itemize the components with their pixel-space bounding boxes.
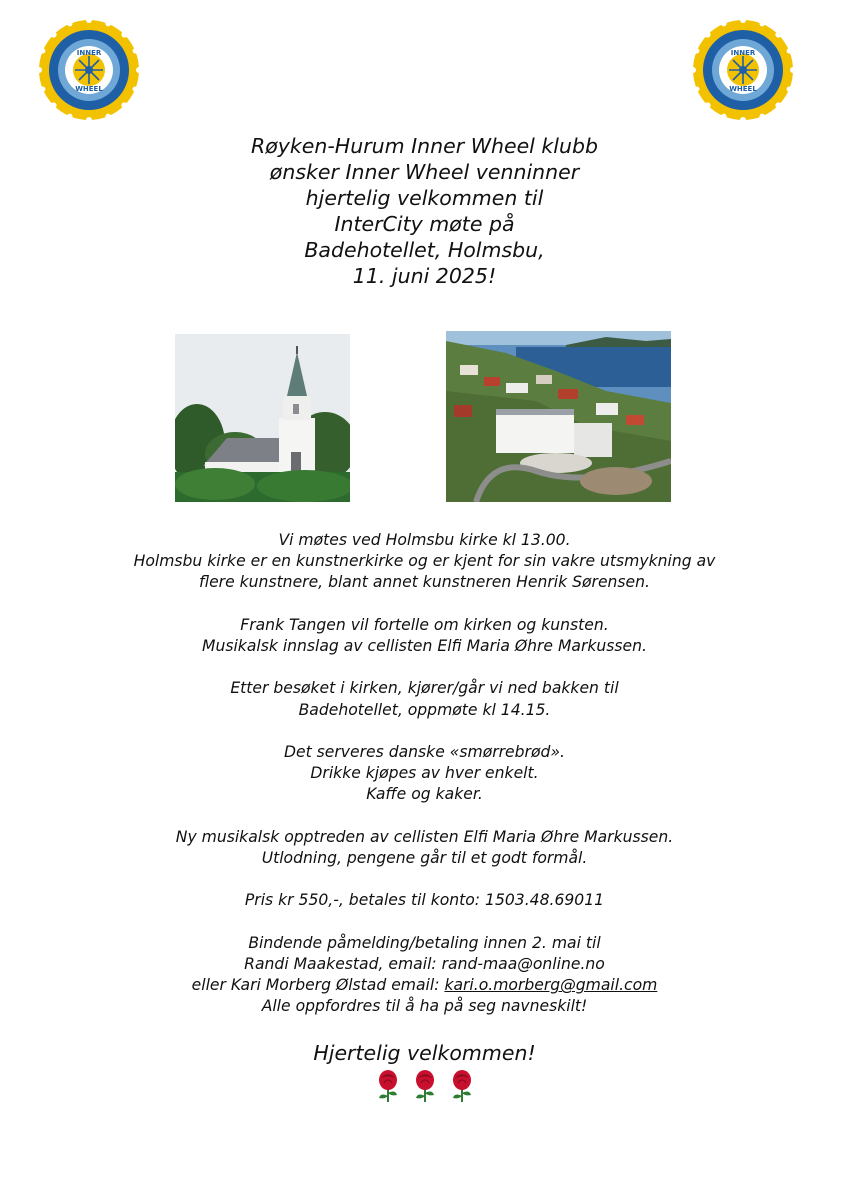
heading-line: ønsker Inner Wheel venninner: [269, 160, 580, 184]
text-line: Bindende påmelding/betaling innen 2. mai til: [248, 933, 601, 952]
inner-wheel-logo-left: [37, 18, 141, 122]
text-line: Utlodning, pengene går til et godt formål.: [261, 848, 588, 867]
text-line: Frank Tangen vil fortelle om kirken og kunsten.: [240, 615, 609, 634]
inner-wheel-emblem-icon: [691, 18, 795, 122]
roses-row: [374, 1069, 476, 1103]
text-line: flere kunstnere, blant annet kunstneren Henrik Sørensen.: [199, 573, 650, 592]
svg-text:WHEEL: WHEEL: [729, 85, 757, 93]
paragraph-program: [0, 615, 849, 657]
paragraph-hotel: [0, 678, 849, 720]
text-line: Kaffe og kaker.: [366, 785, 483, 804]
church-photo: [175, 334, 350, 502]
rose-icon: [411, 1069, 439, 1103]
email-prefix: eller Kari Morberg Ølstad email:: [191, 976, 445, 995]
text-line: Pris kr 550,-, betales til konto: 1503.48.69011: [244, 891, 605, 910]
paragraph-registration: [0, 933, 849, 1018]
rose-icon: [374, 1069, 402, 1103]
heading-line: 11. juni 2025!: [352, 264, 497, 288]
invitation-heading: [0, 133, 849, 289]
text-line: Badehotellet, oppmøte kl 14.15.: [298, 700, 551, 719]
text-line: Ny musikalsk opptreden av cellisten Elfi Maria Øhre Markussen.: [175, 827, 674, 846]
text-line: Holmsbu kirke er en kunstnerkirke og er kjent for sin vakre utsmykning av: [133, 552, 716, 571]
text-line: Drikke kjøpes av hver enkelt.: [310, 764, 539, 783]
inner-wheel-logo-right: [691, 18, 795, 122]
paragraph-meeting: [0, 530, 849, 594]
text-line: Randi Maakestad, email: rand-maa@online.no: [244, 954, 605, 973]
paragraph-food: [0, 742, 849, 806]
heading-line: hjertelig velkommen til: [305, 186, 544, 210]
heading-line: Badehotellet, Holmsbu,: [304, 238, 545, 262]
invitation-body: [0, 530, 849, 1039]
inner-wheel-emblem-icon: [37, 18, 141, 122]
text-line: Det serveres danske «smørrebrød».: [284, 742, 565, 761]
email-link[interactable]: kari.o.morberg@gmail.com: [444, 976, 658, 995]
text-line: Vi møtes ved Holmsbu kirke kl 13.00.: [278, 531, 571, 549]
text-line: Alle oppfordres til å ha på seg navneskilt!: [261, 997, 588, 1016]
paragraph-price: [0, 890, 849, 911]
closing-greeting: Hjertelig velkommen!: [313, 1041, 536, 1065]
svg-text:INNER: INNER: [730, 49, 756, 57]
text-line: [0, 975, 849, 996]
text-line: Etter besøket i kirken, kjører/går vi ned bakken til: [230, 679, 619, 698]
hotel-aerial-photo: [446, 331, 671, 502]
paragraph-music-raffle: [0, 827, 849, 869]
heading-line: InterCity møte på: [334, 212, 515, 236]
rose-icon: [448, 1069, 476, 1103]
svg-text:WHEEL: WHEEL: [75, 85, 103, 93]
svg-text:INNER: INNER: [76, 49, 102, 57]
text-line: Musikalsk innslag av cellisten Elfi Maria Øhre Markussen.: [202, 637, 647, 655]
heading-line: Røyken-Hurum Inner Wheel klubb: [251, 134, 598, 158]
